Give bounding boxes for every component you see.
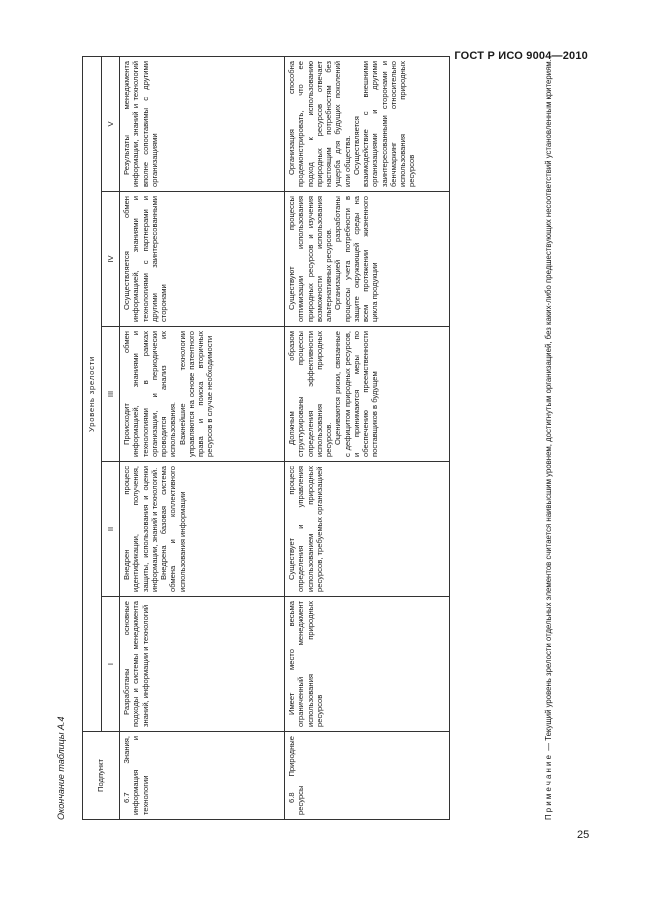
header-level-5: V bbox=[102, 56, 120, 191]
note-label: Примечание bbox=[544, 752, 553, 820]
row-subitem: 6.7 Знания, информация и технологии bbox=[120, 732, 285, 820]
table-cell: Существуют процессы оптимизации использования природных ресурсов и изучения возможности использования альтернативных ресурсов. Организацией разработаны процессы учета потребности в защите окружающей среды на всем протяжении жизненного цикла продукции bbox=[285, 192, 450, 327]
table-cell: Разработаны основные подходы и системы менеджмента знаний, информации и технологий bbox=[120, 597, 285, 732]
table-row-6-8 bbox=[285, 56, 450, 819]
header-level-4: IV bbox=[102, 192, 120, 327]
table-cell: Осуществляется обмен информацией, знаниями и технологиями с партнерами и другими заинтересованными сторонами bbox=[120, 192, 285, 327]
page-number: 25 bbox=[577, 829, 590, 841]
header-level-3: III bbox=[102, 327, 120, 462]
table-note bbox=[544, 57, 555, 820]
table-row-6-7 bbox=[120, 56, 285, 819]
note-text: — Текущий уровень зрелости отдельных элементов считается наивысшим уровнем, достигнутым организацией, без каких-либо предшествующих несоответствий установленным критериям. bbox=[544, 59, 553, 753]
row-subitem: 6.8 Природные ресурсы bbox=[285, 732, 450, 820]
rotated-table-page bbox=[50, 50, 595, 820]
document-header: ГОСТ Р ИСО 9004—2010 bbox=[454, 50, 588, 62]
table-caption: Окончание таблицы А.4 bbox=[56, 716, 66, 820]
table-cell: Внедрен процесс идентификации, получения, защиты, использования и оценки информации, знаний и технологий. Внедрена базовая система обмена и коллективного использования информации bbox=[120, 462, 285, 597]
table-cell: Должным образом структурированы процессы определения эффективности использования природных ресурсов. Оцениваются риски, связанные с дефицитом природных ресурсов, и принимаются меры по обеспечению преемственности поставщиков в будущем bbox=[285, 327, 450, 462]
table-cell: Существует процесс определения и управления использованием природных ресурсов, требуемых организацией bbox=[285, 462, 450, 597]
maturity-table bbox=[82, 56, 450, 820]
header-subitem: Подпункт bbox=[83, 732, 120, 820]
table-cell: Происходит обмен информацией, знаниями и технологиями в рамках организации, и периодически проводится анализ их использования. Важнейшие технологии управляются на основе патентного права и поиска вторичных ресурсов в случае необходимости bbox=[120, 327, 285, 462]
table-cell: Организация способна продемонстрировать, что ее подход к использованию природных ресурсов отвечает настоящим потребностям без ущерба для будущих поколений или общества. Осуществляется взаимодействие с внешними организациями и другими заинтересованными сторонами и бенчмаркинг относительно использования природных ресурсов bbox=[285, 56, 450, 191]
header-level-1: I bbox=[102, 597, 120, 732]
table-cell: Результаты менеджмента информации, знаний и технологий вполне сопоставимы с другими организациями bbox=[120, 56, 285, 191]
table-cell: Имеет место весьма ограниченный менеджмент использования природных ресурсов bbox=[285, 597, 450, 732]
header-maturity-level: Уровень зрелости bbox=[83, 56, 102, 731]
header-level-2: II bbox=[102, 462, 120, 597]
